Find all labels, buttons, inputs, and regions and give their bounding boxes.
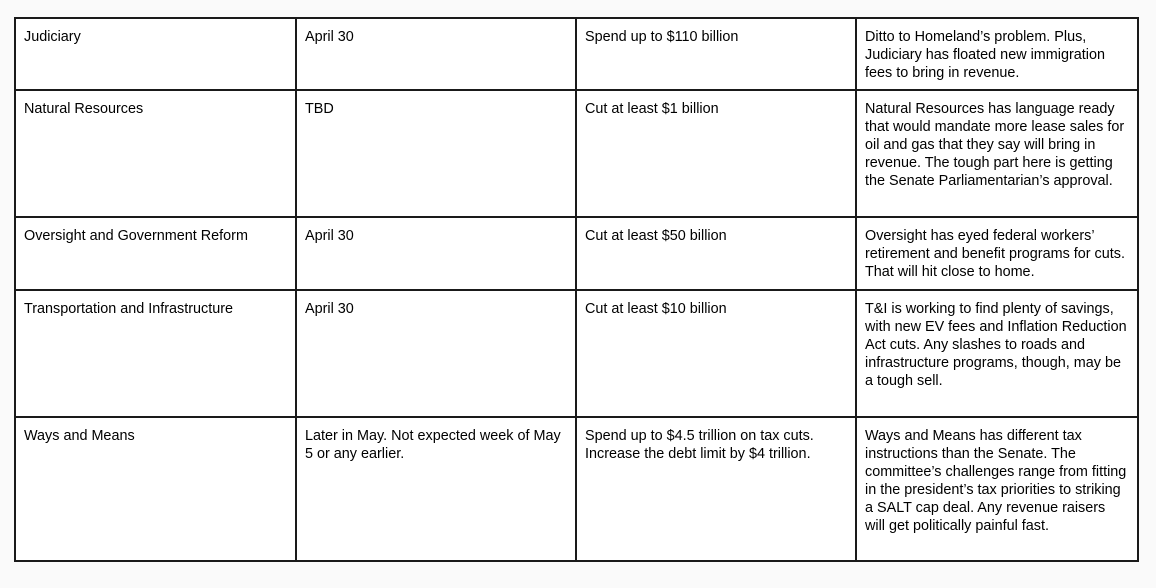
target-cell: Cut at least $1 billion [576,90,856,217]
committee-cell: Oversight and Government Reform [15,217,296,290]
committee-cell: Transportation and Infrastructure [15,290,296,417]
notes-cell: Ditto to Homeland’s problem. Plus, Judiciary has floated new immigration fees to bring in revenue. [856,18,1138,90]
deadline-cell: April 30 [296,290,576,417]
table-row [15,18,1138,90]
table-row [15,290,1138,417]
deadline-cell: Later in May. Not expected week of May 5 or any earlier. [296,417,576,561]
table-row [15,90,1138,217]
table-row [15,217,1138,290]
committee-cell: Ways and Means [15,417,296,561]
target-cell: Cut at least $10 billion [576,290,856,417]
table-row [15,417,1138,561]
notes-cell: T&I is working to find plenty of savings, with new EV fees and Inflation Reduction Act cuts. Any slashes to roads and infrastructure programs, though, may be a tough sell. [856,290,1138,417]
target-cell: Cut at least $50 billion [576,217,856,290]
committee-cell: Judiciary [15,18,296,90]
committee-cell: Natural Resources [15,90,296,217]
deadline-cell: April 30 [296,18,576,90]
deadline-cell: TBD [296,90,576,217]
notes-cell: Oversight has eyed federal workers’ retirement and benefit programs for cuts. That will hit close to home. [856,217,1138,290]
notes-cell: Natural Resources has language ready that would mandate more lease sales for oil and gas that they say will bring in revenue. The tough part here is getting the Senate Parliamentarian’s approval. [856,90,1138,217]
target-cell: Spend up to $4.5 trillion on tax cuts. Increase the debt limit by $4 trillion. [576,417,856,561]
target-cell: Spend up to $110 billion [576,18,856,90]
deadline-cell: April 30 [296,217,576,290]
notes-cell: Ways and Means has different tax instructions than the Senate. The committee’s challenges range from fitting in the president’s tax priorities to striking a SALT cap deal. Any revenue raisers will get politically painful fast. [856,417,1138,561]
committee-table [14,17,1139,562]
